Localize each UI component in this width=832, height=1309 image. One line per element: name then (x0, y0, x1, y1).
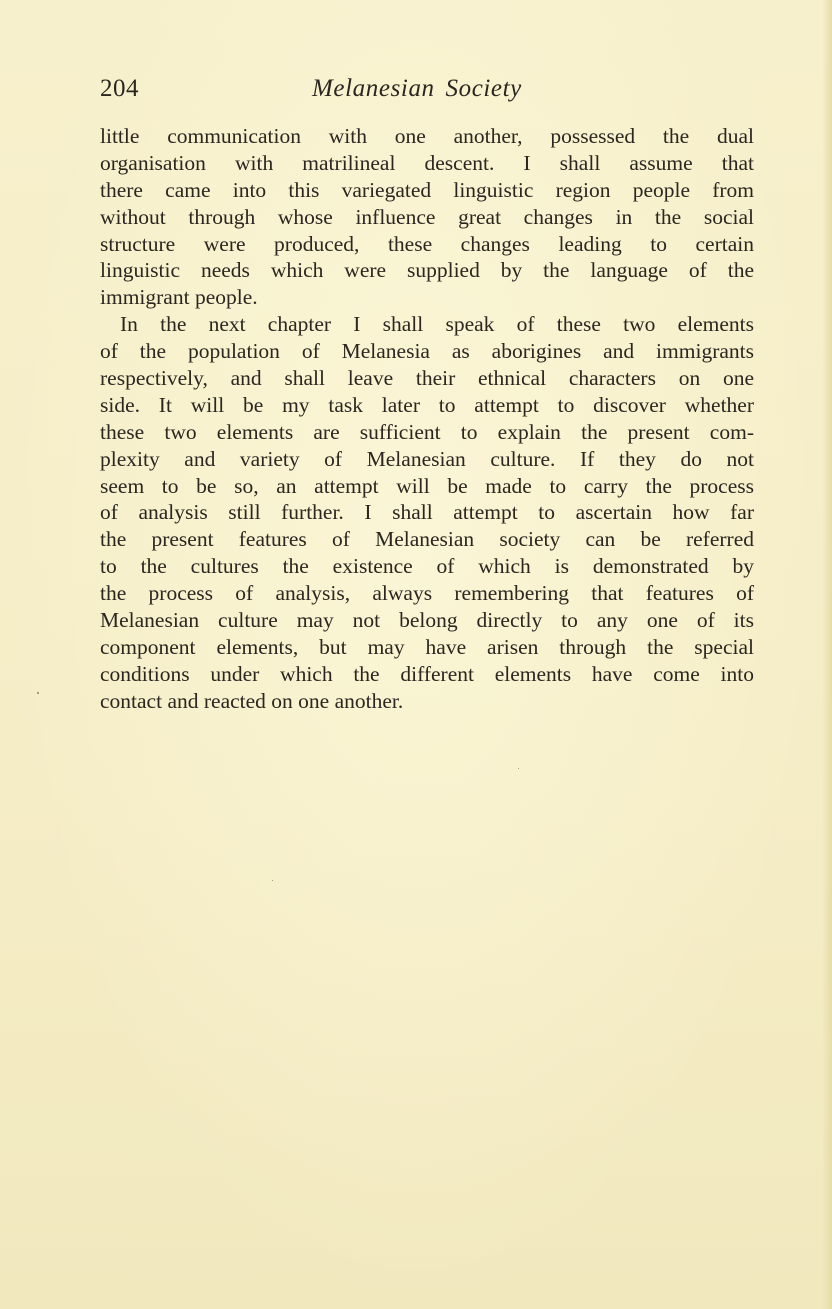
running-title: Melanesian Society (312, 75, 522, 102)
paragraph-end-line: immigrant people. (100, 285, 258, 310)
paragraph-end-line: contact and reacted on one another. (100, 688, 404, 713)
text-line: seem to be so, an attempt will be made to carry the process (100, 473, 754, 498)
page-edge-shadow (822, 0, 832, 1309)
text-line: linguistic needs which were supplied by the language of the (100, 258, 754, 283)
text-line: respectively, and shall leave their ethnical characters on one (100, 366, 754, 391)
text-line: without through whose influence great changes in the social (100, 204, 754, 229)
text-line: to the cultures the existence of which is demonstrated by (100, 554, 754, 579)
text-line: the present features of Melanesian society can be referred (100, 527, 754, 552)
text-line: component elements, but may have arisen through the special (100, 634, 754, 659)
text-line: these two elements are sufficient to explain the present com- (100, 419, 754, 444)
page-number: 204 (100, 75, 139, 102)
text-line: little communication with one another, possessed the dual (100, 124, 754, 148)
text-line: of analysis still further. I shall attempt to ascertain how far (100, 500, 754, 525)
text-line: structure were produced, these changes leading to certain (100, 231, 754, 256)
paragraph-start-line: In the next chapter I shall speak of these two elements (120, 312, 754, 337)
text-line: plexity and variety of Melanesian culture. If they do not (100, 446, 754, 471)
paper-speck (518, 768, 519, 769)
running-head (100, 72, 754, 106)
text-line: the process of analysis, always remembering that features of (100, 581, 754, 606)
text-line: side. It will be my task later to attempt to discover whether (100, 392, 754, 417)
text-line: organisation with matrilineal descent. I shall assume that (100, 150, 754, 175)
text-line: of the population of Melanesia as aborigines and immigrants (100, 339, 754, 364)
paper-speck (272, 880, 273, 881)
text-line: there came into this variegated linguistic region people from (100, 177, 754, 202)
paper-speck (37, 692, 39, 694)
body-text (100, 123, 754, 715)
text-line: Melanesian culture may not belong directly to any one of its (100, 608, 754, 633)
text-line: conditions under which the different elements have come into (100, 661, 754, 686)
